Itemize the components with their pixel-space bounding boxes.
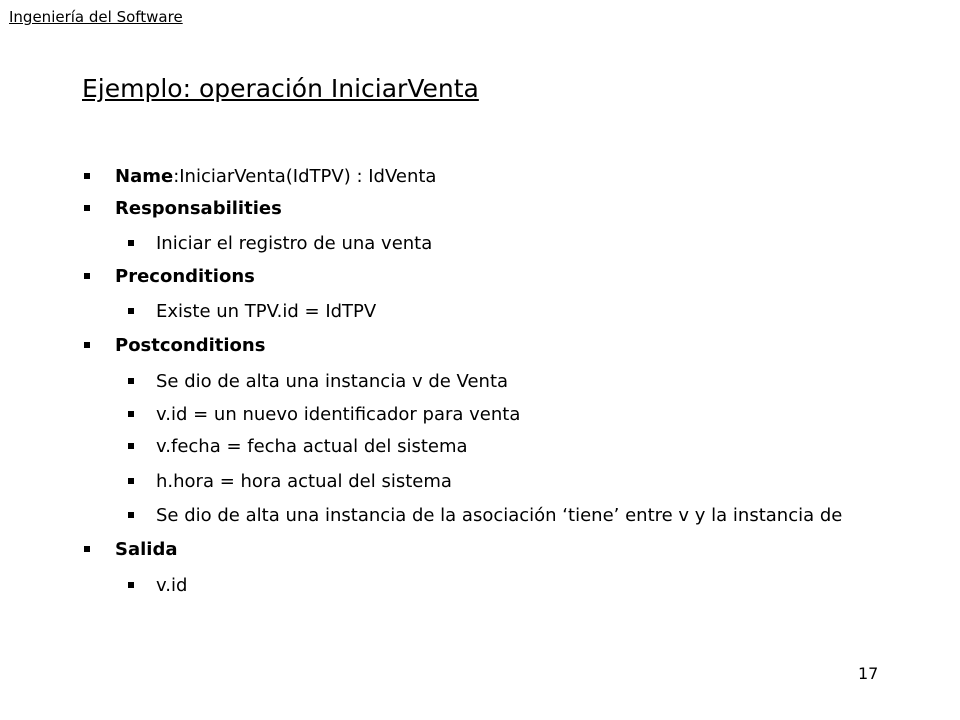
name-value: :IniciarVenta(IdTPV) : IdVenta (173, 165, 437, 187)
resp-1-text: Iniciar el registro de una venta (156, 232, 433, 254)
post-3-text: v.fecha = fecha actual del sistema (156, 435, 468, 457)
slide-title: Ejemplo: operación IniciarVenta (82, 74, 479, 103)
list-item-post-4 (128, 465, 452, 497)
square-bullet-icon (128, 308, 134, 314)
post-1-text: Se dio de alta una instancia v de Venta (156, 370, 509, 392)
square-bullet-icon (128, 443, 134, 449)
list-item-post-1 (128, 365, 508, 397)
square-bullet-icon (128, 582, 134, 588)
list-item-pre-1 (128, 295, 376, 327)
bullet-list (0, 160, 960, 620)
sal-1-text: v.id (156, 574, 188, 596)
square-bullet-icon (128, 240, 134, 246)
list-item-name (84, 160, 436, 192)
post-5-text: Se dio de alta una instancia de la asociación ‘tiene’ entre v y la instancia de (156, 504, 843, 526)
list-item-responsabilities (84, 192, 282, 224)
list-item-post-5 (128, 499, 842, 531)
list-item-sal-1 (128, 569, 187, 601)
list-item-post-3 (128, 430, 468, 462)
square-bullet-icon (128, 378, 134, 384)
square-bullet-icon (128, 512, 134, 518)
postconditions-heading: Postconditions (115, 334, 266, 356)
pre-1-text: Existe un TPV.id = IdTPV (156, 300, 377, 322)
square-bullet-icon (128, 478, 134, 484)
square-bullet-icon (84, 342, 90, 348)
page-number: 17 (858, 664, 879, 683)
salida-heading: Salida (115, 538, 178, 560)
list-item-resp-1 (128, 227, 432, 259)
preconditions-heading: Preconditions (115, 265, 255, 287)
square-bullet-icon (128, 411, 134, 417)
list-item-preconditions (84, 260, 255, 292)
list-item-postconditions (84, 329, 265, 361)
name-label: Name (115, 165, 174, 187)
list-item-post-2 (128, 398, 520, 430)
responsabilities-heading: Responsabilities (115, 197, 282, 219)
course-header: Ingeniería del Software (9, 8, 183, 26)
post-4-text: h.hora = hora actual del sistema (156, 470, 452, 492)
post-2-text: v.id = un nuevo identificador para venta (156, 403, 521, 425)
square-bullet-icon (84, 546, 90, 552)
square-bullet-icon (84, 273, 90, 279)
square-bullet-icon (84, 205, 90, 211)
list-item-salida (84, 533, 177, 565)
square-bullet-icon (84, 173, 90, 179)
